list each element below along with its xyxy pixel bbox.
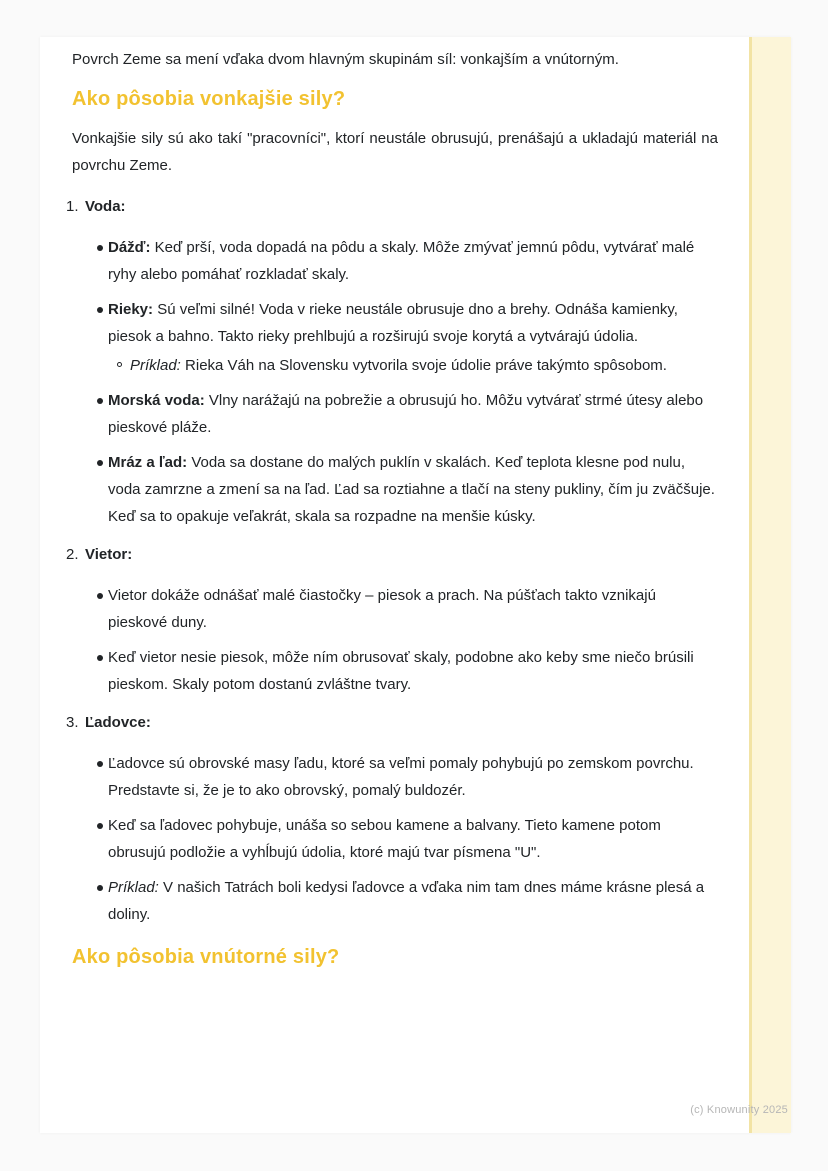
bullet-text [108, 234, 718, 288]
bullet-body: Keď prší, voda dopadá na pôdu a skaly. Môže zmývať jemnú pôdu, vytvárať malé ryhy alebo pomáhať rozkladať skaly. [108, 239, 695, 283]
bullet-list [72, 582, 718, 698]
list-item-heading [66, 541, 718, 568]
sub-bullet-body: Rieka Váh na Slovensku vytvorila svoje údolie práve takýmto spôsobom. [185, 357, 667, 374]
bullet-disc-icon [97, 460, 103, 466]
sub-bullet-item-priklad [108, 352, 718, 379]
bullet-body: Sú veľmi silné! Voda v rieke neustále obrusuje dno a brehy. Odnáša kamienky, piesok a bahno. Takto rieky prehlbujú a rozširujú svoje korytá a vytvárajú údolia. [108, 301, 678, 345]
bullet-item [72, 582, 718, 636]
sub-bullet-label: Príklad: [130, 357, 181, 374]
bullet-body: Voda sa dostane do malých puklín v skalách. Keď teplota klesne pod nulu, voda zamrzne a zmení sa na ľad. Ľad sa roztiahne a tlačí na steny pukliny, čím ju zväčšuje. Keď sa to opakuje veľakrát, skala sa rozpadne na menšie kúsky. [108, 454, 715, 525]
page-edge-stripe [749, 37, 791, 1133]
bullet-text [108, 750, 718, 804]
bullet-circle-icon [117, 362, 122, 367]
bullet-disc-icon [97, 398, 103, 404]
list-item-heading [66, 709, 718, 736]
bullet-text [108, 812, 718, 866]
bullet-text [108, 387, 718, 441]
bullet-text [108, 644, 718, 698]
bullet-item-mraz-a-lad [72, 449, 718, 530]
bullet-body: Keď sa ľadovec pohybuje, unáša so sebou kamene a balvany. Tieto kamene potom obrusujú podložie a vyhĺbujú údolia, ktoré majú tvar písmena "U". [108, 817, 661, 861]
bullet-body: Vietor dokáže odnášať malé čiastočky – piesok a prach. Na púšťach takto vznikajú pieskové duny. [108, 587, 656, 631]
list-title: Ľadovce: [85, 714, 151, 731]
bullet-item-rieky [72, 296, 718, 379]
lead-paragraph: Vonkajšie sily sú ako takí "pracovníci", ktorí neustále obrusujú, prenášajú a ukladajú materiál na povrchu Zeme. [72, 130, 718, 174]
list-title: Voda: [85, 198, 126, 215]
list-item-voda [66, 193, 718, 530]
bullet-list [72, 750, 718, 928]
bullet-text [108, 874, 718, 928]
bullet-disc-icon [97, 245, 103, 251]
sub-bullet-list [108, 352, 718, 379]
bullet-body: V našich Tatrách boli kedysi ľadovce a vďaka nim tam dnes máme krásne plesá a doliny. [108, 879, 705, 923]
bullet-text [108, 296, 718, 350]
bullet-body: Keď vietor nesie piesok, môže ním obrusovať skaly, podobne ako keby sme niečo brúsili pieskom. Skaly potom dostanú zvláštne tvary. [108, 649, 694, 693]
list-number: 3. [66, 714, 79, 731]
bullet-body: Ľadovce sú obrovské masy ľadu, ktoré sa veľmi pomaly pohybujú po zemskom povrchu. Predstavte si, že je to ako obrovský, pomalý buldozér. [108, 755, 694, 799]
section-heading-internal-forces: Ako pôsobia vnútorné sily? [72, 946, 340, 968]
bullet-disc-icon [97, 655, 103, 661]
bullet-text [108, 449, 718, 530]
list-number: 1. [66, 198, 79, 215]
bullet-label: Dážď: [108, 239, 151, 256]
bullet-body: Vlny narážajú na pobrežie a obrusujú ho. Môžu vytvárať strmé útesy alebo pieskové pláže. [108, 392, 704, 436]
intro-paragraph: Povrch Zeme sa mení vďaka dvom hlavným skupinám síl: vonkajším a vnútorným. [72, 51, 619, 68]
bullet-disc-icon [97, 761, 103, 767]
bullet-label: Mráz a ľad: [108, 454, 188, 471]
bullet-disc-icon [97, 307, 103, 313]
list-number: 2. [66, 546, 79, 563]
numbered-list [66, 193, 718, 928]
list-item-heading [66, 193, 718, 220]
document-page [40, 37, 791, 1133]
bullet-disc-icon [97, 823, 103, 829]
bullet-label-italic: Príklad: [108, 879, 159, 896]
bullet-item [72, 644, 718, 698]
bullet-item-dazd [72, 234, 718, 288]
bullet-label: Rieky: [108, 301, 154, 318]
section-heading-external-forces: Ako pôsobia vonkajšie sily? [72, 88, 346, 110]
list-title: Vietor: [85, 546, 133, 563]
bullet-disc-icon [97, 885, 103, 891]
bullet-label: Morská voda: [108, 392, 205, 409]
document-content [40, 37, 751, 969]
bullet-text [108, 582, 718, 636]
sub-bullet-text [130, 352, 718, 379]
list-item-ladovce [66, 709, 718, 928]
bullet-disc-icon [97, 593, 103, 599]
list-item-vietor [66, 541, 718, 698]
bullet-item-morska-voda [72, 387, 718, 441]
bullet-item-priklad [72, 874, 718, 928]
bullet-list [72, 234, 718, 530]
bullet-item [72, 750, 718, 804]
bullet-item [72, 812, 718, 866]
watermark-text: (c) Knowunity 2025 [690, 1104, 788, 1116]
